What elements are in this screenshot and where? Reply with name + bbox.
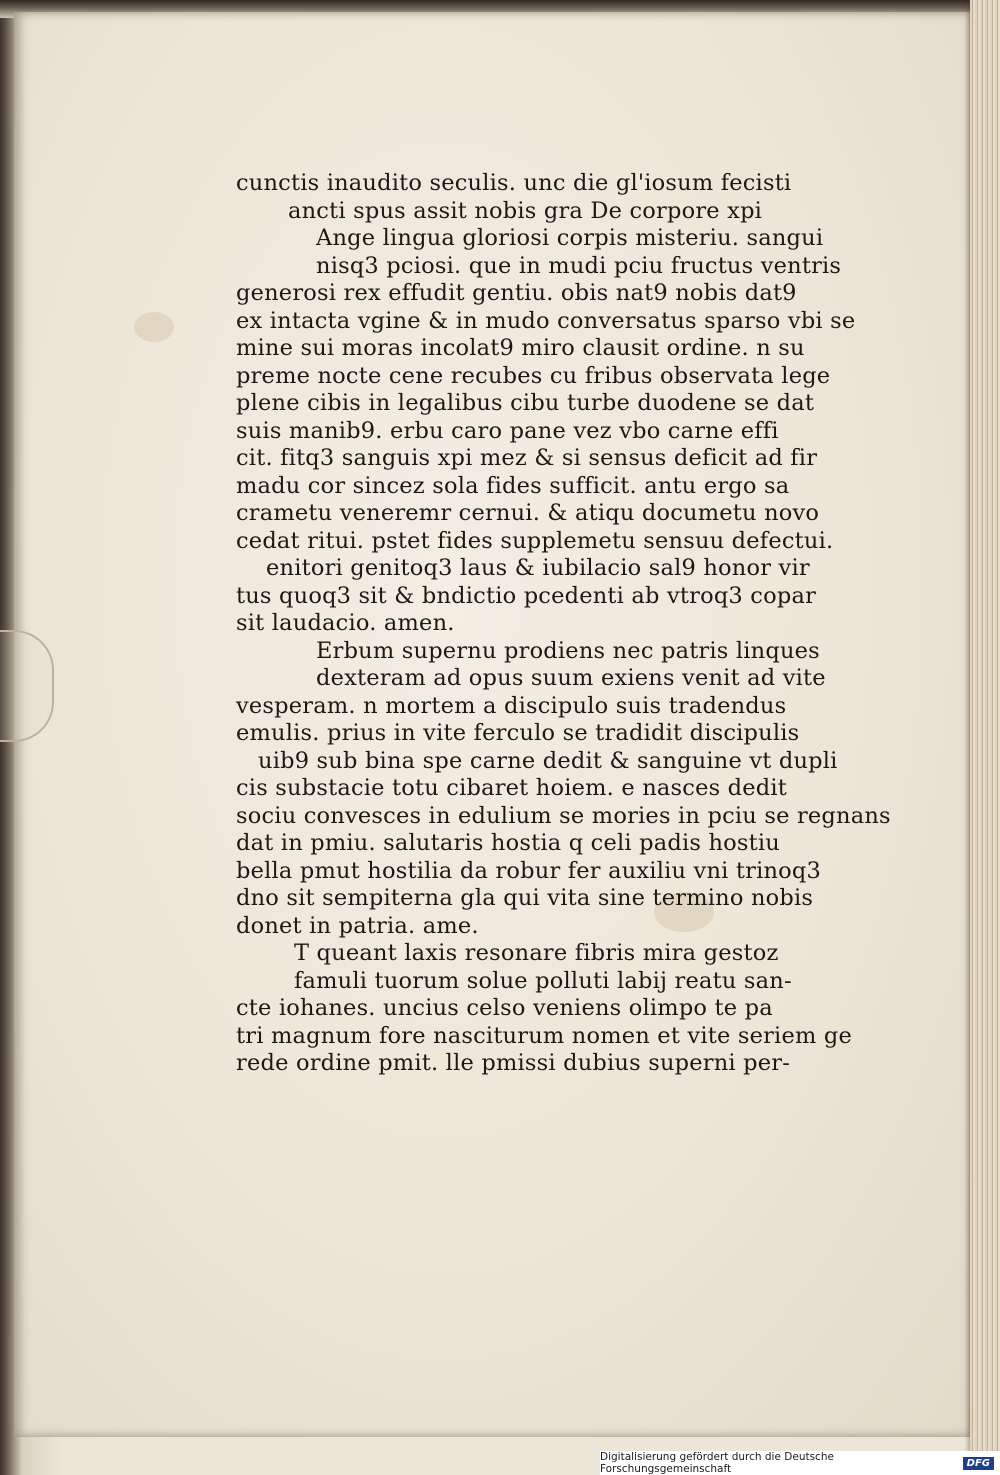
text-line: cis substacie totu cibaret hoiem. e nasces dedit — [236, 775, 788, 801]
text-line: madu cor sincez sola fides sufficit. antu ergo sa — [236, 472, 790, 499]
text-line: rede ordine pmit. lle pmissi dubius superni per- — [236, 1050, 791, 1076]
text-line: Ange lingua gloriosi corpis misteriu. sangui — [316, 225, 824, 251]
text-line: suis manib9. erbu caro pane vez vbo carne effi — [236, 417, 779, 444]
text-line: plene cibis in legalibus cibu turbe duodene se dat — [236, 390, 815, 416]
text-line: donet in patria. ame. — [236, 912, 479, 939]
text-line: tri magnum fore nasciturum nomen et vite seriem ge — [236, 1022, 852, 1049]
text-line: generosi rex effudit gentiu. obis nat9 nobis dat9 — [236, 280, 797, 306]
dfg-logo: DFG — [963, 1457, 994, 1470]
text-line: cunctis inaudito seculis. unc die gl'iosum fecisti — [236, 170, 792, 196]
digitization-credit-text: Digitalisierung gefördert durch die Deutsche Forschungsgemeinschaft — [600, 1451, 834, 1475]
text-line: cedat ritui. pstet fides supplemetu sensuu defectui. — [236, 527, 834, 554]
text-line: uib9 sub bina spe carne dedit & sanguine vt dupli — [258, 747, 838, 774]
incunabula-text-block — [236, 170, 891, 1078]
text-line: emulis. prius in vite ferculo se tradidit discipulis — [236, 720, 800, 746]
text-line: ex intacta vgine & in mudo conversatus sparso vbi se — [236, 307, 856, 334]
text-line: famuli tuorum solue polluti labij reatu san- — [294, 967, 792, 994]
text-line: enitori genitoq3 laus & iubilacio sal9 honor vir — [266, 555, 810, 581]
text-line: T queant laxis resonare fibris mira gestoz — [294, 940, 779, 966]
page-edges — [970, 0, 1000, 1475]
text-line: sit laudacio. amen. — [236, 610, 455, 636]
text-line: cte iohanes. uncius celso veniens olimpo te pa — [236, 995, 773, 1021]
text-line: nisq3 pciosi. que in mudi pciu fructus ventris — [316, 252, 842, 279]
text-line: crametu veneremr cernui. & atiqu documetu novo — [236, 500, 820, 526]
text-line: bella pmut hostilia da robur fer auxiliu vni trinoq3 — [236, 857, 822, 884]
text-line: vesperam. n mortem a discipulo suis tradendus — [236, 692, 787, 719]
clasp-impression — [0, 630, 54, 742]
text-line: sociu convesces in edulium se mories in pciu se regnans — [236, 802, 891, 829]
text-line: tus quoq3 sit & bndictio pcedenti ab vtroq3 copar — [236, 582, 817, 609]
digitization-credit-bar — [600, 1451, 1000, 1475]
text-line: dno sit sempiterna gla qui vita sine termino nobis — [236, 885, 814, 911]
text-line: ancti spus assit nobis gra De corpore xpi — [288, 197, 763, 224]
text-line: dexteram ad opus suum exiens venit ad vite — [316, 665, 826, 691]
text-line: dat in pmiu. salutaris hostia q celi padis hostiu — [236, 830, 780, 856]
text-line: mine sui moras incolat9 miro clausit ordine. n su — [236, 335, 805, 361]
text-line: cit. fitq3 sanguis xpi mez & si sensus deficit ad fir — [236, 445, 818, 471]
text-line: Erbum supernu prodiens nec patris linques — [316, 637, 820, 664]
text-line: preme nocte cene recubes cu fribus observata lege — [236, 362, 831, 389]
paper-stain — [134, 312, 174, 342]
